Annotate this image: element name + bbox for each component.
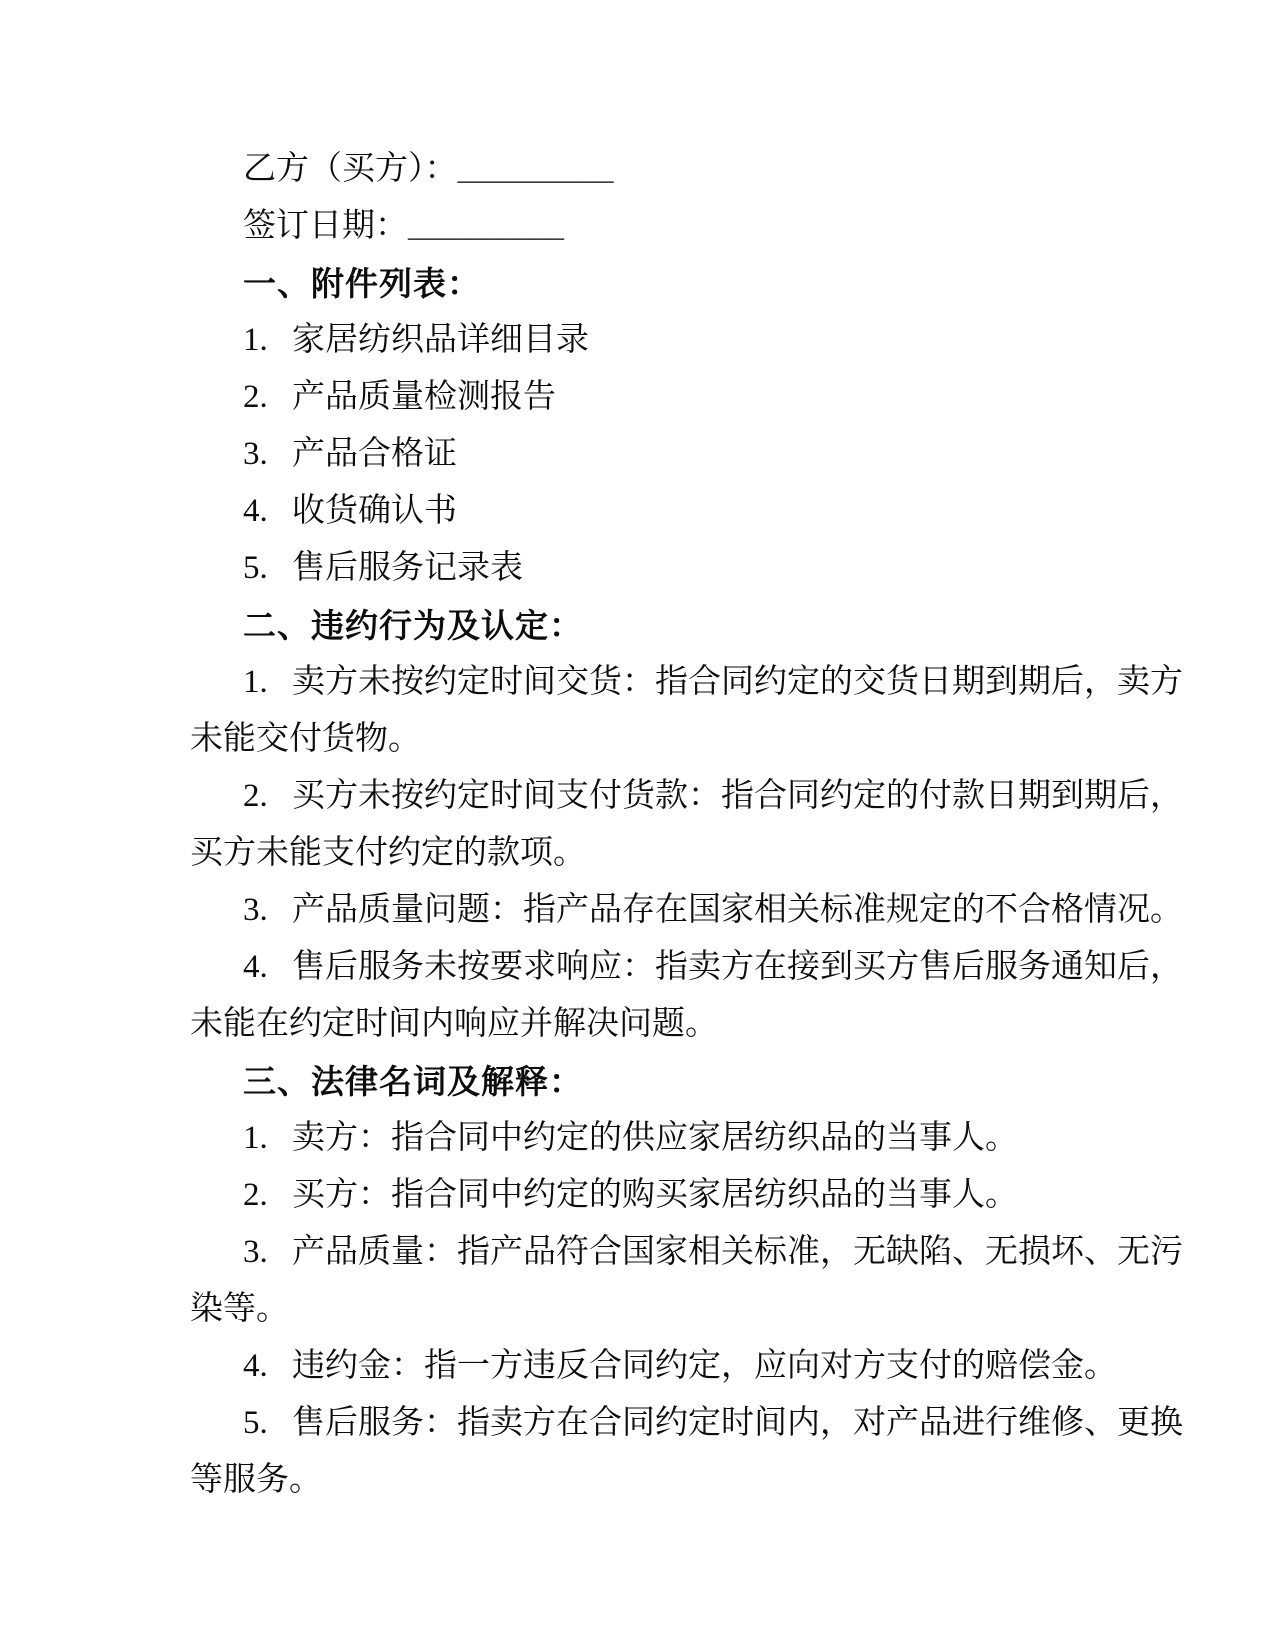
list-item xyxy=(190,1224,1190,1281)
list-item xyxy=(190,939,1190,996)
line-text: 收货确认书 xyxy=(292,493,457,529)
item-number: 3. xyxy=(243,892,268,928)
field-label: 乙方（买方）： xyxy=(243,151,458,187)
list-item xyxy=(190,1167,1190,1224)
line-text: 买方未按约定时间支付货款：指合同约定的付款日期到期后， xyxy=(292,778,1183,814)
item-number: 1. xyxy=(243,322,268,358)
form-field-line xyxy=(190,141,1190,198)
item-number: 5. xyxy=(243,1405,268,1441)
line-text: 卖方未按约定时间交货：指合同约定的交货日期到期后，卖方 xyxy=(292,664,1183,700)
line-text: 产品合格证 xyxy=(292,436,457,472)
item-number: 5. xyxy=(243,550,268,586)
item-number: 4. xyxy=(243,1348,268,1384)
field-blank[interactable]: __________ xyxy=(457,151,613,187)
list-item xyxy=(190,654,1190,711)
item-number: 4. xyxy=(243,493,268,529)
line-text: 产品质量问题：指产品存在国家相关标准规定的不合格情况。 xyxy=(292,892,1183,928)
line-text: 买方：指合同中约定的购买家居纺织品的当事人。 xyxy=(292,1177,1018,1213)
list-item xyxy=(190,369,1190,426)
field-label: 签订日期： xyxy=(243,208,408,244)
line-text: 买方未能支付约定的款项。 xyxy=(190,835,586,871)
paragraph-continuation xyxy=(190,711,1190,768)
item-number: 2. xyxy=(243,778,268,814)
section-heading xyxy=(190,597,1190,654)
line-text: 卖方：指合同中约定的供应家居纺织品的当事人。 xyxy=(292,1120,1018,1156)
field-blank[interactable]: __________ xyxy=(408,208,563,244)
line-text: 一、附件列表： xyxy=(243,265,481,302)
line-text: 产品质量：指产品符合国家相关标准，无缺陷、无损坏、无污 xyxy=(292,1234,1183,1270)
line-text: 三、法律名词及解释： xyxy=(243,1063,583,1100)
line-text: 未能交付货物。 xyxy=(190,721,421,757)
section-heading xyxy=(190,1053,1190,1110)
line-text: 二、违约行为及认定： xyxy=(243,607,583,644)
list-item xyxy=(190,540,1190,597)
item-number: 2. xyxy=(243,1177,268,1213)
line-text: 违约金：指一方违反合同约定，应向对方支付的赔偿金。 xyxy=(292,1348,1117,1384)
paragraph-continuation xyxy=(190,1452,1190,1509)
line-text: 等服务。 xyxy=(190,1462,322,1498)
item-number: 3. xyxy=(243,436,268,472)
list-item xyxy=(190,1395,1190,1452)
line-text: 未能在约定时间内响应并解决问题。 xyxy=(190,1006,718,1042)
list-item xyxy=(190,1110,1190,1167)
line-text: 产品质量检测报告 xyxy=(292,379,556,415)
item-number: 1. xyxy=(243,1120,268,1156)
form-field-line xyxy=(190,198,1190,255)
list-item xyxy=(190,882,1190,939)
line-text: 售后服务未按要求响应：指卖方在接到买方售后服务通知后， xyxy=(292,949,1183,985)
item-number: 1. xyxy=(243,664,268,700)
paragraph-continuation xyxy=(190,996,1190,1053)
item-number: 3. xyxy=(243,1234,268,1270)
line-text: 售后服务：指卖方在合同约定时间内，对产品进行维修、更换 xyxy=(292,1405,1183,1441)
document-body xyxy=(190,141,1190,1509)
paragraph-continuation xyxy=(190,1281,1190,1338)
paragraph-continuation xyxy=(190,825,1190,882)
section-heading xyxy=(190,255,1190,312)
list-item xyxy=(190,1338,1190,1395)
item-number: 2. xyxy=(243,379,268,415)
list-item xyxy=(190,426,1190,483)
list-item xyxy=(190,768,1190,825)
list-item xyxy=(190,483,1190,540)
line-text: 售后服务记录表 xyxy=(292,550,523,586)
list-item xyxy=(190,312,1190,369)
line-text: 染等。 xyxy=(190,1291,289,1327)
line-text: 家居纺织品详细目录 xyxy=(292,322,589,358)
item-number: 4. xyxy=(243,949,268,985)
